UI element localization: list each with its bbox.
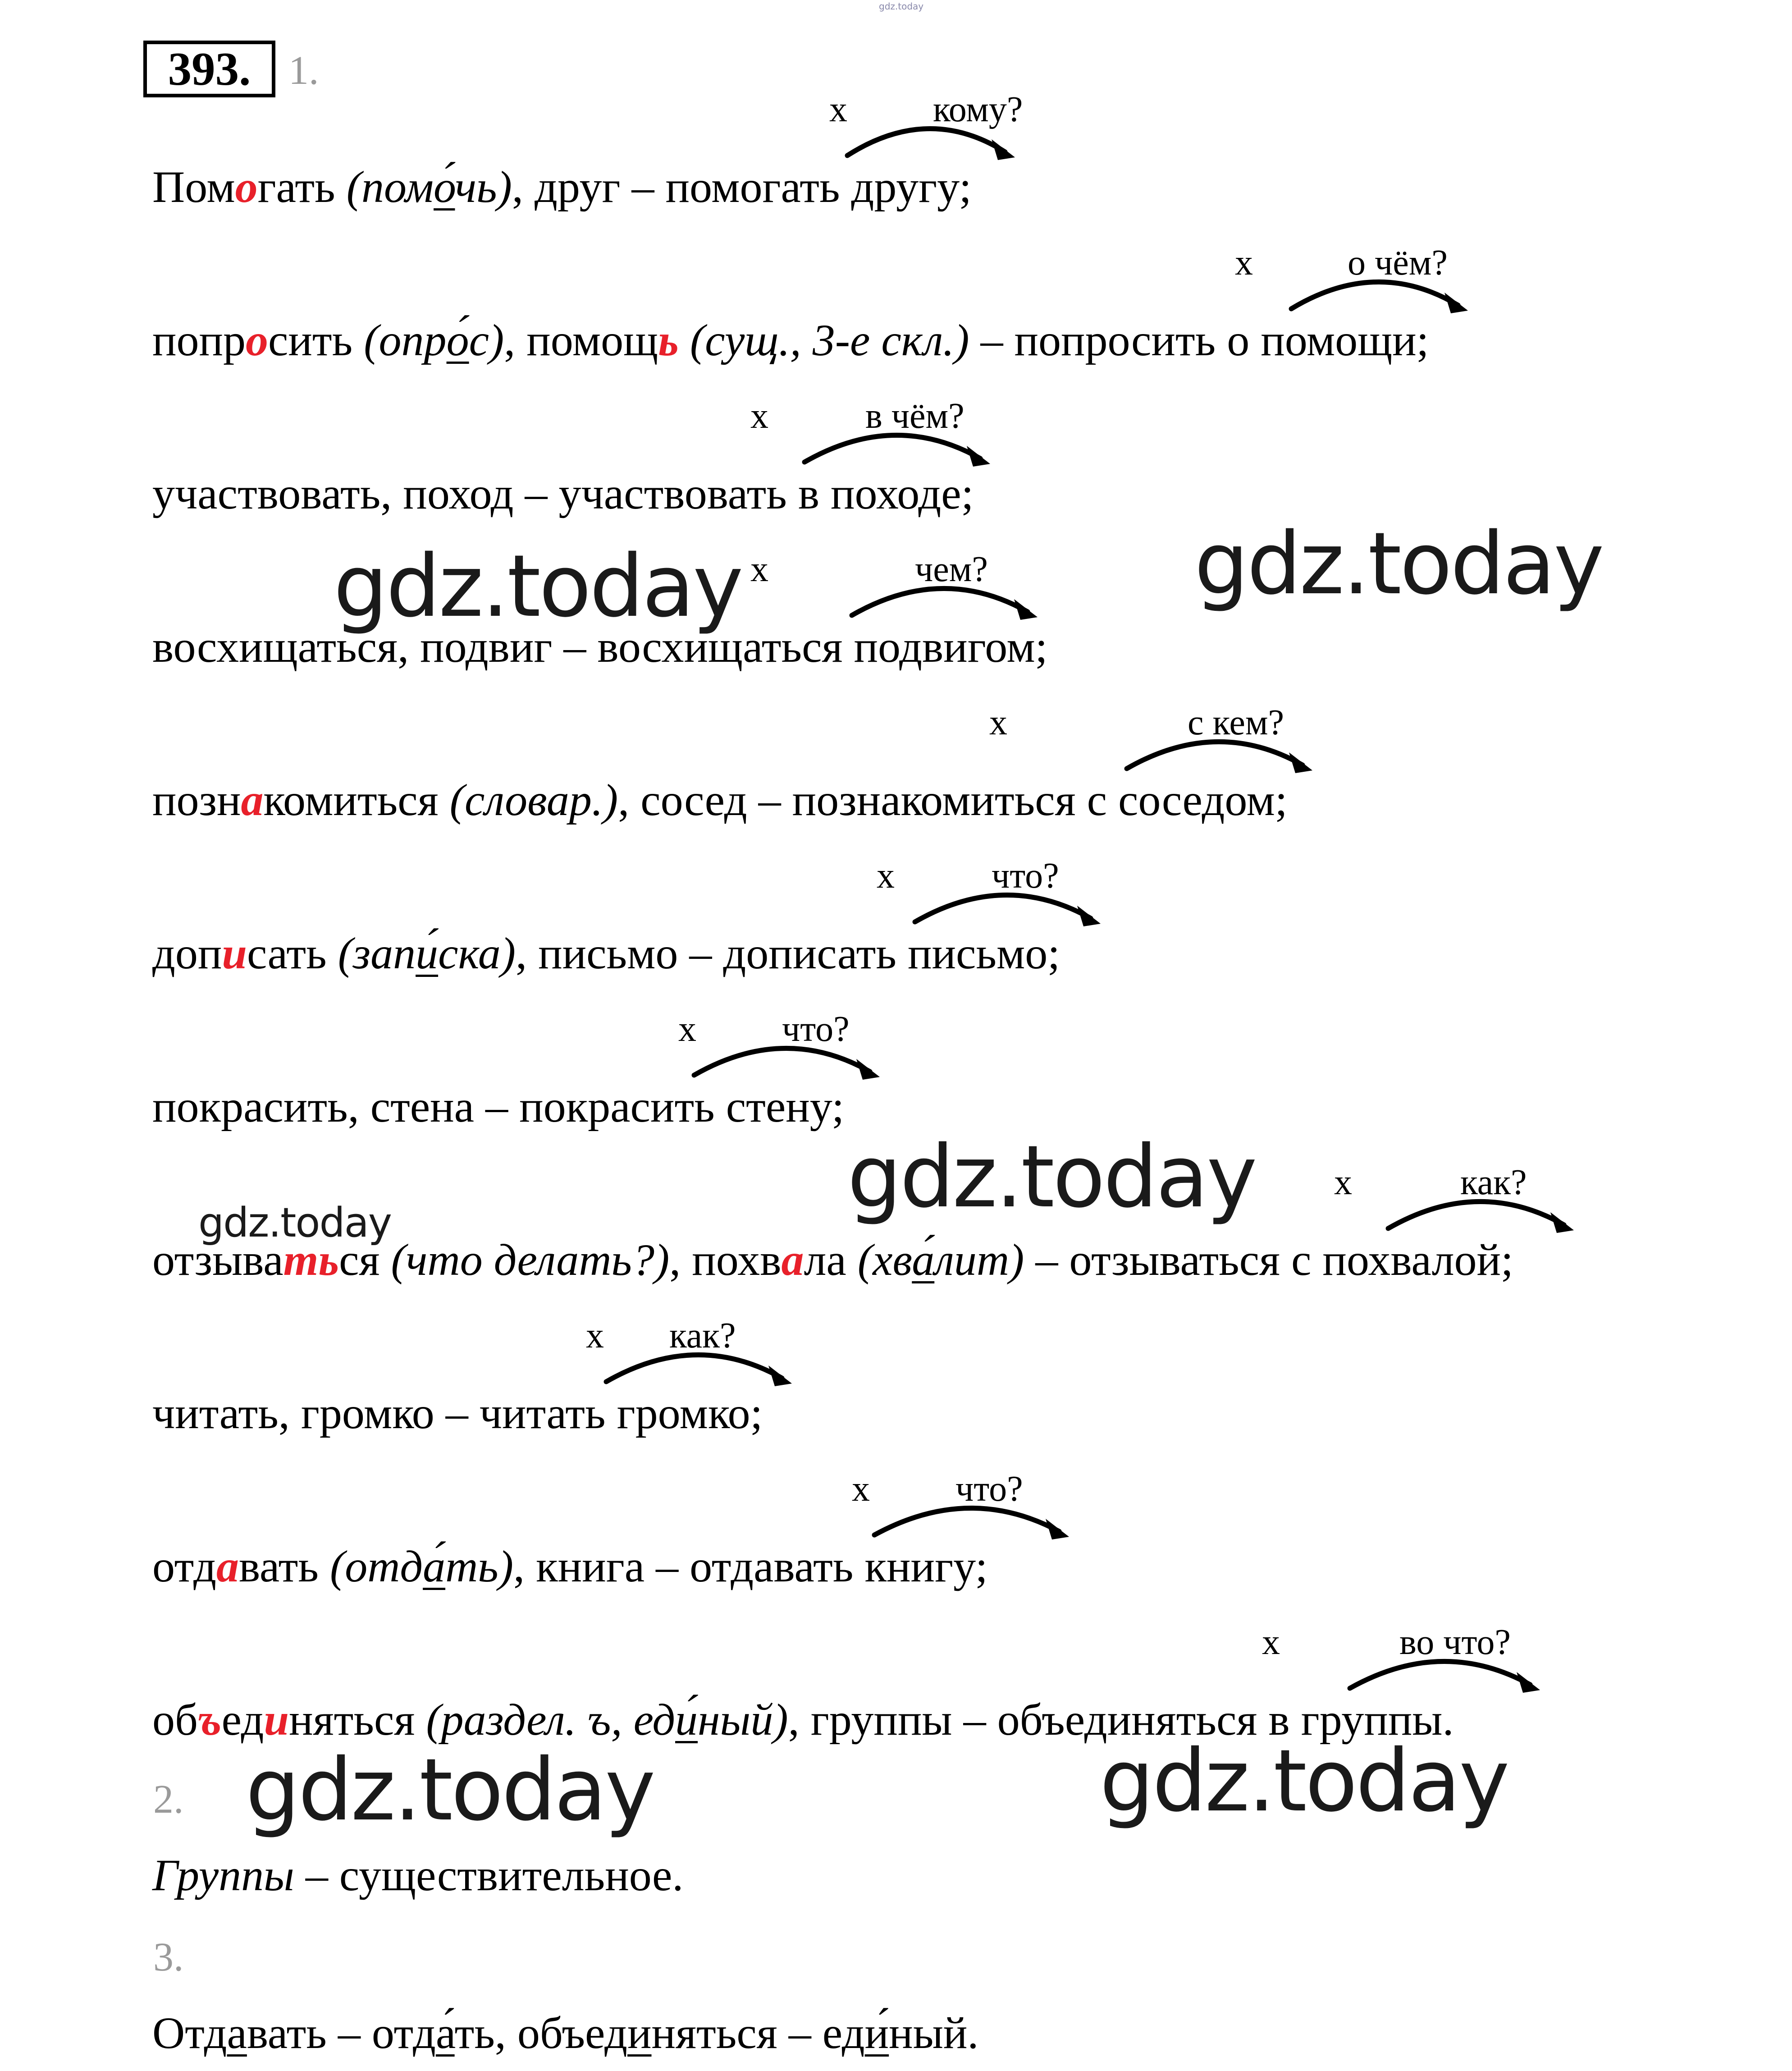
arrowhead-icon xyxy=(1517,1672,1540,1693)
arrowhead-icon xyxy=(1014,599,1038,620)
question-arrow-curve xyxy=(847,128,1005,156)
part-label-1: 1. xyxy=(288,48,319,93)
arrowhead-icon xyxy=(1289,752,1312,773)
row-3-x: x xyxy=(750,396,768,436)
row-5-x: x xyxy=(989,703,1007,742)
watermark: gdz.today xyxy=(198,1199,392,1246)
part-label-3: 3. xyxy=(153,1935,184,1979)
line-5: познакомиться (словар.), сосед – познакомиться с соседом; xyxy=(152,775,1288,825)
arrowhead-icon xyxy=(856,1059,880,1080)
question-arrow-curve xyxy=(852,588,1028,615)
row-1-x: x xyxy=(829,90,847,129)
question-arrow-curve xyxy=(1350,1661,1530,1688)
watermark: gdz.today xyxy=(246,1740,654,1840)
line-11: объединяться (раздел. ъ, еди́ный), группы – объединяться в группы. xyxy=(152,1695,1454,1745)
line-6: дописать (запи́ска), письмо – дописать письмо; xyxy=(152,928,1061,978)
row-10-question: что? xyxy=(955,1469,1023,1509)
row-7-question: что? xyxy=(782,1009,850,1049)
row-7-x: x xyxy=(678,1009,696,1049)
row-4-question: чем? xyxy=(915,550,988,589)
line-9: читать, громко – читать громко; xyxy=(152,1388,763,1438)
line-7: покрасить, стена – покрасить стену; xyxy=(152,1081,845,1132)
task-number: 393. xyxy=(143,41,275,97)
question-arrow-curve xyxy=(805,435,980,462)
question-arrow-curve xyxy=(1291,282,1458,309)
row-9-question: как? xyxy=(669,1316,736,1356)
row-8-x: x xyxy=(1334,1163,1352,1202)
row-2-question: о чём? xyxy=(1348,243,1448,283)
watermark-tiny: gdz.today xyxy=(879,1,924,12)
line-1: Помогать (помо́чь), друг – помогать другу; xyxy=(152,162,972,212)
question-arrow-curve xyxy=(1127,742,1303,769)
arrowhead-icon xyxy=(768,1365,792,1386)
row-11-x: x xyxy=(1262,1622,1280,1662)
row-8-question: как? xyxy=(1460,1163,1527,1202)
arrowhead-icon xyxy=(1550,1212,1574,1233)
question-arrow-curve xyxy=(915,895,1091,922)
row-5-question: с кем? xyxy=(1188,703,1285,742)
part-2-text: Группы – существительное. xyxy=(152,1850,684,1900)
line-10: отдавать (отда́ть), книга – отдавать книгу; xyxy=(152,1541,988,1591)
row-1-question: кому? xyxy=(933,90,1023,129)
watermark: gdz.today xyxy=(334,536,742,636)
line-2: попросить (опро́с), помощь (сущ., 3-е скл.) – попросить о помощи; xyxy=(152,315,1429,365)
arrowhead-icon xyxy=(1046,1519,1069,1540)
watermark: gdz.today xyxy=(1194,514,1603,614)
arrowhead-icon xyxy=(1077,906,1101,926)
row-6-x: x xyxy=(877,856,895,896)
line-4: восхищаться, подвиг – восхищаться подвигом; xyxy=(152,622,1048,672)
watermark: gdz.today xyxy=(847,1127,1256,1227)
watermark: gdz.today xyxy=(1100,1731,1508,1831)
question-arrow-curve xyxy=(694,1048,870,1075)
line-3: участвовать, поход – участвовать в походе; xyxy=(152,468,974,518)
arrowhead-icon xyxy=(1445,293,1468,313)
part-label-2: 2. xyxy=(153,1777,184,1822)
part-3-text: Отдавать – отда́ть, объединяться – еди́ный. xyxy=(152,2008,979,2058)
row-9-x: x xyxy=(586,1316,604,1356)
row-6-question: что? xyxy=(992,856,1059,896)
row-4-x: x xyxy=(750,550,768,589)
line-8: отзываться (что делать?), похвала (хва́лит) – отзываться с похвалой; xyxy=(152,1235,1513,1285)
arrowhead-icon xyxy=(967,446,990,467)
row-3-question: в чём? xyxy=(865,396,965,436)
arrowhead-icon xyxy=(992,139,1015,160)
question-arrow-curve xyxy=(874,1508,1059,1535)
row-11-question: во что? xyxy=(1399,1622,1511,1662)
row-10-x: x xyxy=(852,1469,870,1509)
row-2-x: x xyxy=(1235,243,1253,283)
question-arrow-curve xyxy=(1388,1201,1564,1228)
question-arrow-curve xyxy=(606,1355,782,1382)
